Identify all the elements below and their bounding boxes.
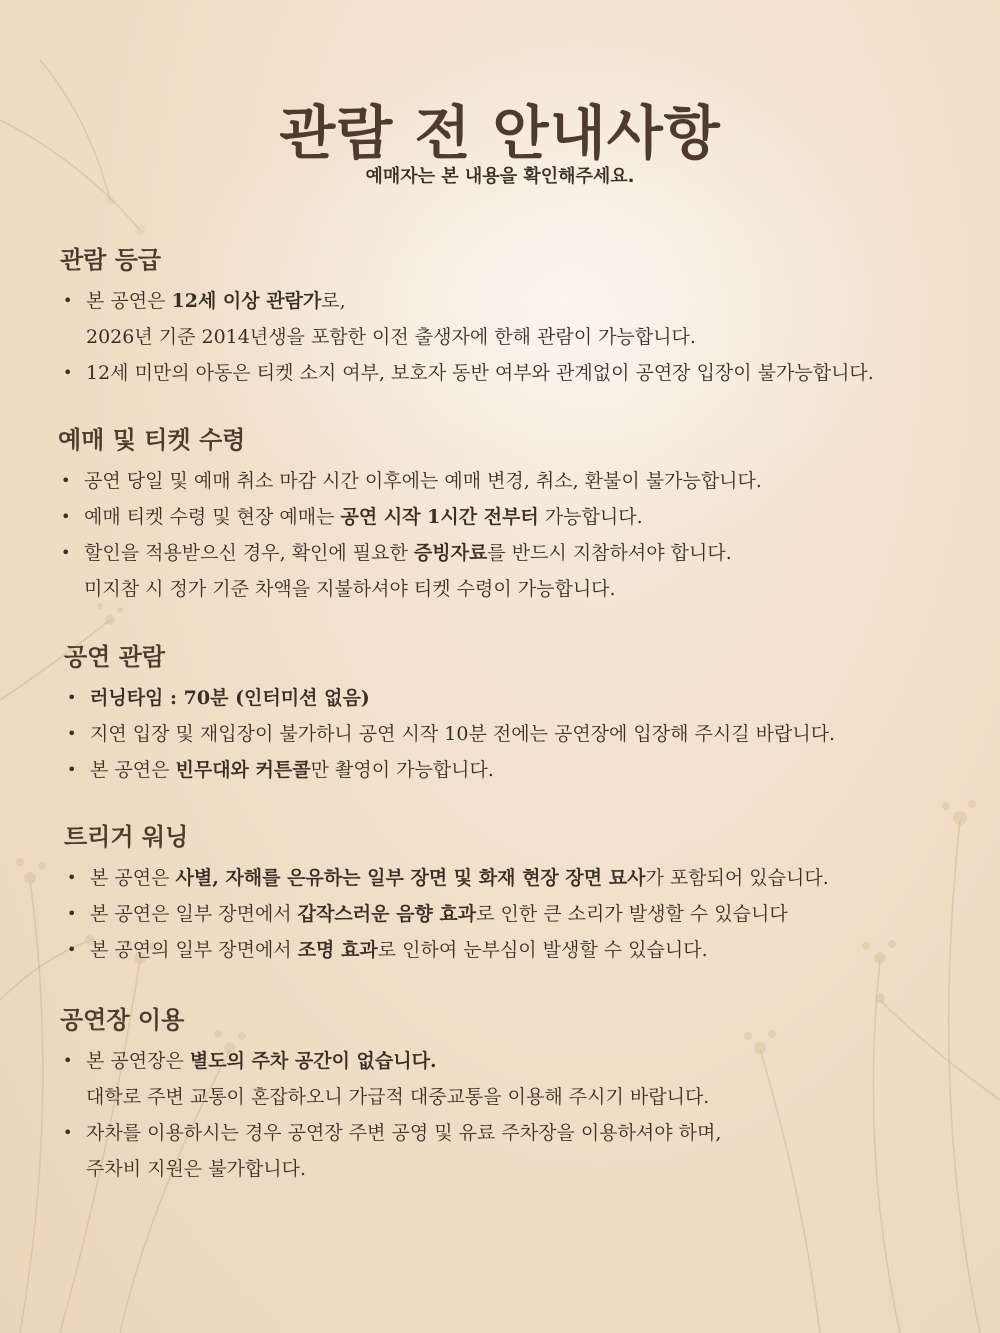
list-item-line <box>90 716 1000 752</box>
list-item <box>60 1043 1000 1115</box>
section-list <box>60 1043 1000 1187</box>
list-item <box>60 283 1000 355</box>
body-text: 본 공연의 일부 장면에서 <box>90 939 298 961</box>
list-item <box>64 680 1000 716</box>
emphasis-text: 러닝타임 : 70분 (인터미션 없음) <box>90 687 370 709</box>
section-heading: 공연 관람 <box>64 643 166 671</box>
bullet-icon: • <box>61 507 71 526</box>
list-item-line <box>86 1115 1000 1151</box>
bullet-icon: • <box>61 471 71 490</box>
body-text: 대학로 주변 교통이 혼잡하오니 가급적 대중교통을 이용해 주시기 바랍니다. <box>86 1086 710 1108</box>
body-text: 2026년 기준 2014년생을 포함한 이전 출생자에 한해 관람이 가능합니다. <box>86 326 696 348</box>
body-text: 자차를 이용하시는 경우 공연장 주변 공영 및 유료 주차장을 이용하셔야 하며, <box>86 1122 722 1144</box>
list-item-line <box>84 571 1000 607</box>
list-item-line <box>86 319 1000 355</box>
section-heading: 공연장 이용 <box>60 1006 185 1034</box>
body-text: 예매 티켓 수령 및 현장 예매는 <box>84 506 341 528</box>
section-viewing-rating <box>0 245 1000 391</box>
body-text: 할인을 적용받으신 경우, 확인에 필요한 <box>84 542 414 564</box>
section-trigger-warning <box>0 822 1000 968</box>
section-booking-and-tickets <box>0 425 1000 607</box>
section-heading: 관람 등급 <box>60 246 162 274</box>
bullet-icon: • <box>67 760 77 779</box>
section-list <box>64 860 1000 968</box>
section-list <box>60 283 1000 391</box>
body-text: 가 포함되어 있습니다. <box>645 867 829 889</box>
bullet-icon: • <box>67 904 77 923</box>
list-item <box>64 752 1000 788</box>
bullet-icon: • <box>63 363 73 382</box>
body-text: 로 인하여 눈부심이 발생할 수 있습니다. <box>377 939 708 961</box>
list-item-line <box>84 463 1000 499</box>
body-text: 가능합니다. <box>538 506 643 528</box>
body-text: 본 공연은 일부 장면에서 <box>90 903 298 925</box>
list-item-line <box>86 283 1000 319</box>
list-item-line <box>90 932 1000 968</box>
body-text: 본 공연은 <box>90 867 176 889</box>
list-item-line <box>90 752 1000 788</box>
bullet-icon: • <box>63 291 73 310</box>
body-text: 로 인한 큰 소리가 발생할 수 있습니다 <box>476 903 788 925</box>
section-venue-use <box>0 1005 1000 1187</box>
emphasis-text: 갑작스러운 음향 효과 <box>297 903 477 925</box>
body-text: 로, <box>321 290 346 312</box>
section-list <box>64 680 1000 788</box>
list-item-line <box>86 1079 1000 1115</box>
bullet-icon: • <box>67 688 77 707</box>
body-text: 만 촬영이 가능합니다. <box>310 759 494 781</box>
page-subtitle: 예매자는 본 내용을 확인해주세요. <box>365 166 635 187</box>
body-text: 미지참 시 정가 기준 차액을 지불하셔야 티켓 수령이 가능합니다. <box>84 578 616 600</box>
section-performance-viewing <box>0 642 1000 788</box>
body-text: 본 공연은 <box>90 759 176 781</box>
body-text: 주차비 지원은 불가합니다. <box>86 1158 307 1180</box>
emphasis-text: 사별, 자해를 은유하는 일부 장면 및 화재 현장 장면 묘사 <box>175 867 646 889</box>
bullet-icon: • <box>67 868 77 887</box>
bullet-icon: • <box>63 1123 73 1142</box>
list-item <box>64 860 1000 896</box>
emphasis-text: 12세 이상 관람가 <box>171 290 322 312</box>
section-heading: 예매 및 티켓 수령 <box>58 426 246 454</box>
list-item <box>58 499 1000 535</box>
list-item-line <box>84 535 1000 571</box>
body-text: 본 공연은 <box>86 290 172 312</box>
body-text: 공연 당일 및 예매 취소 마감 시간 이후에는 예매 변경, 취소, 환불이 불가능합니다. <box>84 470 762 492</box>
list-item-line <box>90 680 1000 716</box>
list-item <box>60 1115 1000 1187</box>
list-item-line <box>86 1043 1000 1079</box>
body-text: 12세 미만의 아동은 티켓 소지 여부, 보호자 동반 여부와 관계없이 공연장 입장이 불가능합니다. <box>86 362 874 384</box>
list-item <box>64 896 1000 932</box>
body-text: 지연 입장 및 재입장이 불가하니 공연 시작 10분 전에는 공연장에 입장해 주시길 바랍니다. <box>90 723 836 745</box>
list-item <box>64 716 1000 752</box>
emphasis-text: 별도의 주차 공간이 없습니다. <box>189 1050 437 1072</box>
emphasis-text: 증빙자료 <box>413 542 488 564</box>
list-item-line <box>90 860 1000 896</box>
bullet-icon: • <box>67 724 77 743</box>
bullet-icon: • <box>67 940 77 959</box>
list-item <box>58 463 1000 499</box>
list-item <box>60 355 1000 391</box>
page-title: 관람 전 안내사항 <box>279 99 721 167</box>
body-text: 본 공연장은 <box>86 1050 190 1072</box>
list-item-line <box>86 355 1000 391</box>
emphasis-text: 빈무대와 커튼콜 <box>175 759 311 781</box>
emphasis-text: 공연 시작 1시간 전부터 <box>340 506 539 528</box>
body-text: 를 반드시 지참하셔야 합니다. <box>487 542 732 564</box>
list-item-line <box>84 499 1000 535</box>
list-item-line <box>86 1151 1000 1187</box>
emphasis-text: 조명 효과 <box>297 939 378 961</box>
list-item <box>58 535 1000 607</box>
bullet-icon: • <box>63 1051 73 1070</box>
section-heading: 트리거 워닝 <box>64 823 189 851</box>
section-list <box>58 463 1000 607</box>
list-item <box>64 932 1000 968</box>
bullet-icon: • <box>61 543 71 562</box>
list-item-line <box>90 896 1000 932</box>
